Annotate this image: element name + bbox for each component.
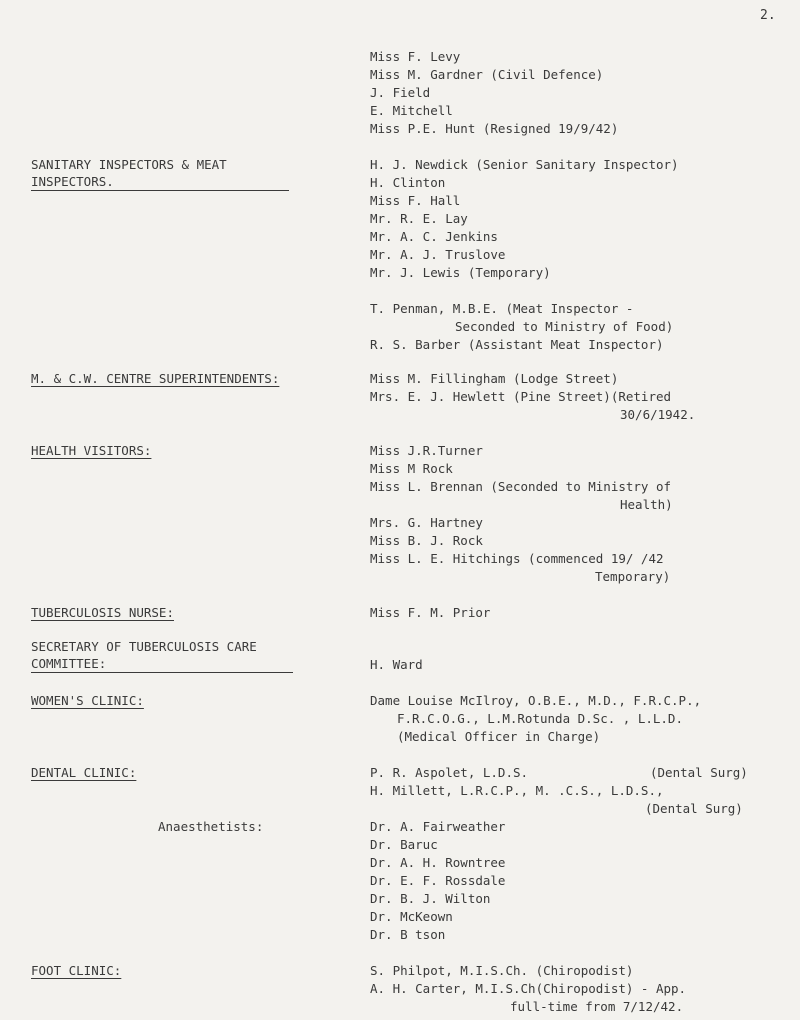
- foot-line: A. H. Carter, M.I.S.Ch(Chiropodist) - App.: [370, 981, 687, 996]
- section-heading-mcw: M. & C.W. CENTRE SUPERINTENDENTS:: [31, 371, 280, 386]
- staff-line: E. Mitchell: [370, 103, 453, 118]
- sanitary-line: Miss F. Hall: [370, 193, 461, 208]
- health-line: Miss J.R.Turner: [370, 443, 483, 458]
- section-heading-sanitary: SANITARY INSPECTORS & MEAT: [31, 157, 227, 172]
- women-line: Dame Louise McIlroy, O.B.E., M.D., F.R.C.P.,: [370, 693, 702, 708]
- dental-line: (Dental Surg): [645, 801, 743, 816]
- health-line: Miss M Rock: [370, 461, 453, 476]
- section-heading-tb: TUBERCULOSIS NURSE:: [31, 605, 174, 620]
- sanitary-line: Mr. A. J. Truslove: [370, 247, 506, 262]
- health-line: Health): [620, 497, 673, 512]
- tb-line: Miss F. M. Prior: [370, 605, 491, 620]
- page-number: 2.: [760, 8, 776, 23]
- health-line: Mrs. G. Hartney: [370, 515, 483, 530]
- staff-line: Miss M. Gardner (Civil Defence): [370, 67, 604, 82]
- health-line: Miss L. Brennan (Seconded to Ministry of: [370, 479, 672, 494]
- section-heading-sanitary-2: INSPECTORS.: [31, 174, 289, 191]
- anaesthetist-line: Dr. A. Fairweather: [370, 819, 506, 834]
- health-line: Miss L. E. Hitchings (commenced 19/ /42: [370, 551, 664, 566]
- staff-line: Miss P.E. Hunt (Resigned 19/9/42): [370, 121, 619, 136]
- meat-line: T. Penman, M.B.E. (Meat Inspector -: [370, 301, 634, 316]
- foot-line: S. Philpot, M.I.S.Ch. (Chiropodist): [370, 963, 634, 978]
- anaesthetist-line: Dr. McKeown: [370, 909, 453, 924]
- anaesthetist-line: Dr. B tson: [370, 927, 446, 942]
- anaesthetist-line: Dr. A. H. Rowntree: [370, 855, 506, 870]
- sanitary-line: Mr. R. E. Lay: [370, 211, 468, 226]
- mcw-line: Miss M. Fillingham (Lodge Street): [370, 371, 619, 386]
- meat-line: R. S. Barber (Assistant Meat Inspector): [370, 337, 664, 352]
- anaesthetist-line: Dr. B. J. Wilton: [370, 891, 491, 906]
- sanitary-line: H. Clinton: [370, 175, 446, 190]
- dental-line: P. R. Aspolet, L.D.S.: [370, 765, 529, 780]
- mcw-line: Mrs. E. J. Hewlett (Pine Street)(Retired: [370, 389, 672, 404]
- anaesthetists-label: Anaesthetists:: [158, 819, 264, 834]
- section-heading-women: WOMEN'S CLINIC:: [31, 693, 144, 708]
- women-line: F.R.C.O.G., L.M.Rotunda D.Sc. , L.L.D.: [397, 711, 683, 726]
- anaesthetist-line: Dr. Baruc: [370, 837, 438, 852]
- mcw-line: 30/6/1942.: [620, 407, 696, 422]
- section-heading-dental: DENTAL CLINIC:: [31, 765, 137, 780]
- section-heading-tb-care: SECRETARY OF TUBERCULOSIS CARE: [31, 639, 257, 654]
- tb-care-line: H. Ward: [370, 657, 423, 672]
- sanitary-line: Mr. A. C. Jenkins: [370, 229, 498, 244]
- sanitary-line: Mr. J. Lewis (Temporary): [370, 265, 551, 280]
- dental-line: (Dental Surg): [650, 765, 748, 780]
- section-heading-tb-care-2: COMMITTEE:: [31, 656, 293, 673]
- health-line: Miss B. J. Rock: [370, 533, 483, 548]
- health-line: Temporary): [595, 569, 671, 584]
- staff-line: J. Field: [370, 85, 431, 100]
- anaesthetist-line: Dr. E. F. Rossdale: [370, 873, 506, 888]
- section-heading-health: HEALTH VISITORS:: [31, 443, 152, 458]
- dental-line: H. Millett, L.R.C.P., M. .C.S., L.D.S.,: [370, 783, 664, 798]
- foot-line: full-time from 7/12/42.: [510, 999, 684, 1014]
- sanitary-line: H. J. Newdick (Senior Sanitary Inspector): [370, 157, 679, 172]
- section-heading-foot: FOOT CLINIC:: [31, 963, 122, 978]
- women-line: (Medical Officer in Charge): [397, 729, 601, 744]
- staff-line: Miss F. Levy: [370, 49, 461, 64]
- meat-line: Seconded to Ministry of Food): [455, 319, 674, 334]
